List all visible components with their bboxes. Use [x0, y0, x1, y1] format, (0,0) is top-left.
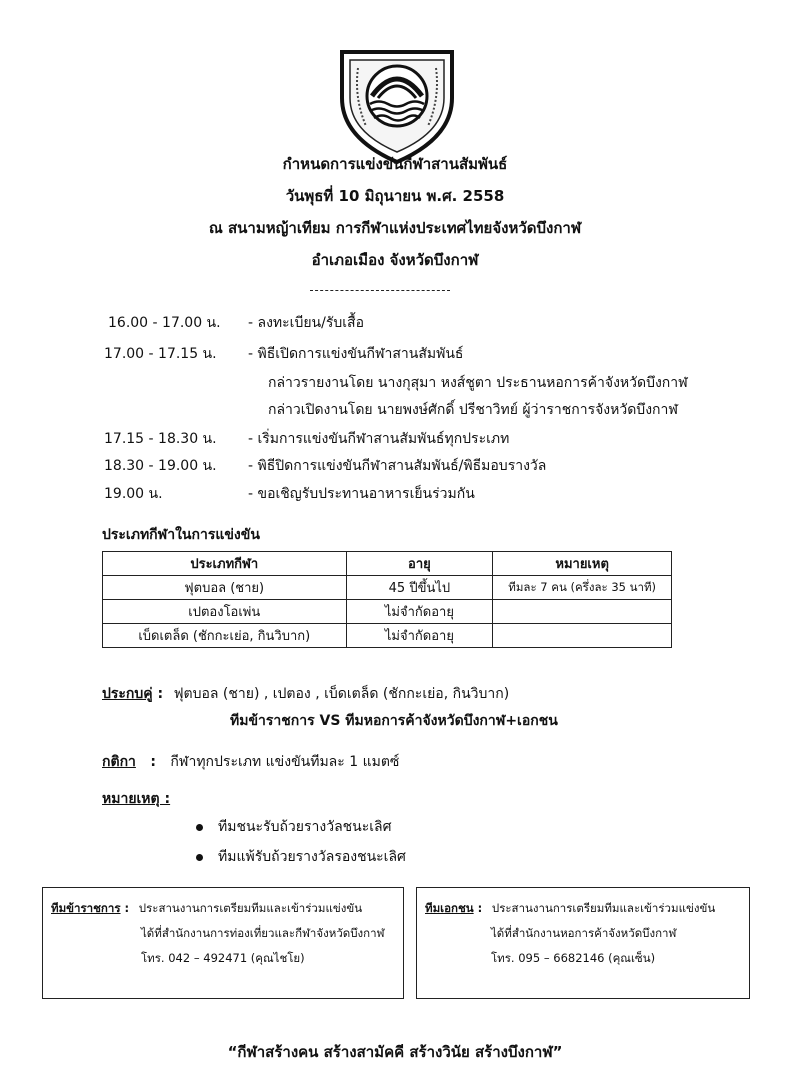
note-item: ทีมแพ้รับถ้วยรางวัลรองชนะเลิศ: [218, 849, 406, 865]
contact-colon: :: [120, 901, 130, 915]
table-cell: ทีมละ 7 คน (ครึ่งละ 35 นาที): [493, 576, 672, 600]
contact-label: ทีมเอกชน: [425, 901, 474, 915]
schedule-desc: - เริ่มการแข่งขันกีฬาสานสัมพันธ์ทุกประเภท: [248, 431, 510, 447]
contact-colon: :: [473, 901, 483, 915]
schedule-desc: - ขอเชิญรับประทานอาหารเย็นร่วมกัน: [248, 486, 475, 502]
rules-line: [102, 751, 399, 773]
notes-label: หมายเหตุ :: [102, 791, 171, 807]
contact-box-private: [416, 887, 750, 999]
schedule-sub-opening: กล่าวเปิดงานโดย นายพงษ์ศักดิ์ ปรีชาวิทย์ ผู้ว่าราชการจังหวัดบึงกาฬ: [268, 402, 678, 418]
event-venue: ณ สนามหญ้าเทียม การกีฬาแห่งประเทศไทยจังหวัดบึงกาฬ: [208, 219, 582, 237]
schedule-time: 16.00 - 17.00 น.: [108, 315, 221, 331]
schedule-row: [0, 455, 790, 477]
schedule-time: 17.15 - 18.30 น.: [104, 431, 217, 447]
table-cell: 45 ปีขึ้นไป: [346, 576, 493, 600]
contact-line2: ได้ที่สำนักงานการท่องเที่ยวและกีฬาจังหวัดบึงกาฬ: [141, 926, 385, 940]
schedule-row: [0, 428, 790, 450]
schedule-row: [0, 312, 790, 334]
column-header: ประเภทกีฬา: [103, 552, 347, 576]
contact-phone: โทร. 042 – 492471 (คุณไชโย): [141, 951, 305, 965]
column-header: อายุ: [346, 552, 493, 576]
contact-label: ทีมข้าราชการ: [51, 901, 121, 915]
schedule-sub-report: กล่าวรายงานโดย นางกุสุมา หงส์ชูตา ประธานหอการค้าจังหวัดบึงกาฬ: [268, 375, 688, 391]
matchup-colon: :: [152, 686, 164, 702]
contact-header: [425, 900, 715, 918]
bullet-icon: [196, 824, 203, 831]
slogan: “กีฬาสร้างคน สร้างสามัคคี สร้างวินัย สร้างบึงกาฬ”: [227, 1043, 563, 1061]
table-cell: ไม่จำกัดอายุ: [346, 600, 493, 624]
document-title: กำหนดการแข่งขันกีฬาสานสัมพันธ์: [282, 155, 508, 173]
contact-phone: โทร. 095 – 6682146 (คุณเซ็น): [491, 951, 656, 965]
schedule-time: 19.00 น.: [104, 486, 163, 502]
contact-line1: ประสานงานการเตรียมทีมและเข้าร่วมแข่งขัน: [138, 901, 363, 915]
schedule-subline: [0, 372, 790, 394]
schedule-subline: [0, 399, 790, 421]
table-cell: [493, 624, 672, 648]
table-cell: [493, 600, 672, 624]
table-cell: เบ็ดเตล็ด (ชักกะเย่อ, กินวิบาก): [103, 624, 347, 648]
table-cell: ไม่จำกัดอายุ: [346, 624, 493, 648]
table-row: [103, 624, 672, 648]
bullet-icon: [196, 854, 203, 861]
organization-seal: [332, 38, 462, 168]
column-header: หมายเหตุ: [493, 552, 672, 576]
schedule-row: [0, 343, 790, 365]
note-item: ทีมชนะรับถ้วยรางวัลชนะเลิศ: [218, 819, 392, 835]
matchup-teams: ทีมข้าราชการ VS ทีมหอการค้าจังหวัดบึงกาฬ+เอกชน: [230, 713, 558, 729]
table-cell: เปตองโอเพ่น: [103, 600, 347, 624]
matchup-items: ฟุตบอล (ชาย) , เปตอง , เบ็ดเตล็ด (ชักกะเย่อ, กินวิบาก): [173, 686, 510, 702]
schedule-desc: - ลงทะเบียน/รับเสื้อ: [248, 315, 364, 331]
sport-types-table: [102, 551, 672, 648]
matchup-line: [102, 683, 509, 705]
contact-box-government: [42, 887, 404, 999]
schedule-time: 18.30 - 19.00 น.: [104, 458, 217, 474]
contact-header: [51, 900, 362, 918]
header-divider: [310, 290, 450, 291]
contact-line2: ได้ที่สำนักงานหอการค้าจังหวัดบึงกาฬ: [491, 926, 677, 940]
rules-text: กีฬาทุกประเภท แข่งขันทีมละ 1 แมตซ์: [170, 754, 400, 770]
rules-label: กติกา: [102, 754, 136, 770]
contact-line1: ประสานงานการเตรียมทีมและเข้าร่วมแข่งขัน: [491, 901, 716, 915]
schedule-time: 17.00 - 17.15 น.: [104, 346, 217, 362]
table-row: [103, 576, 672, 600]
event-district: อำเภอเมือง จังหวัดบึงกาฬ: [311, 251, 479, 269]
table-row: [103, 600, 672, 624]
table-cell: ฟุตบอล (ชาย): [103, 576, 347, 600]
table-header-row: [103, 552, 672, 576]
schedule-desc: - พิธีปิดการแข่งขันกีฬาสานสัมพันธ์/พิธีมอบรางวัล: [248, 458, 547, 474]
event-date: วันพุธที่ 10 มิถุนายน พ.ศ. 2558: [285, 187, 505, 205]
schedule-row: [0, 483, 790, 505]
types-heading: ประเภทกีฬาในการแข่งขัน: [102, 527, 260, 543]
matchup-label: ประกบคู่: [102, 686, 153, 702]
schedule-desc: - พิธีเปิดการแข่งขันกีฬาสานสัมพันธ์: [248, 346, 464, 362]
rules-colon: :: [150, 754, 156, 770]
